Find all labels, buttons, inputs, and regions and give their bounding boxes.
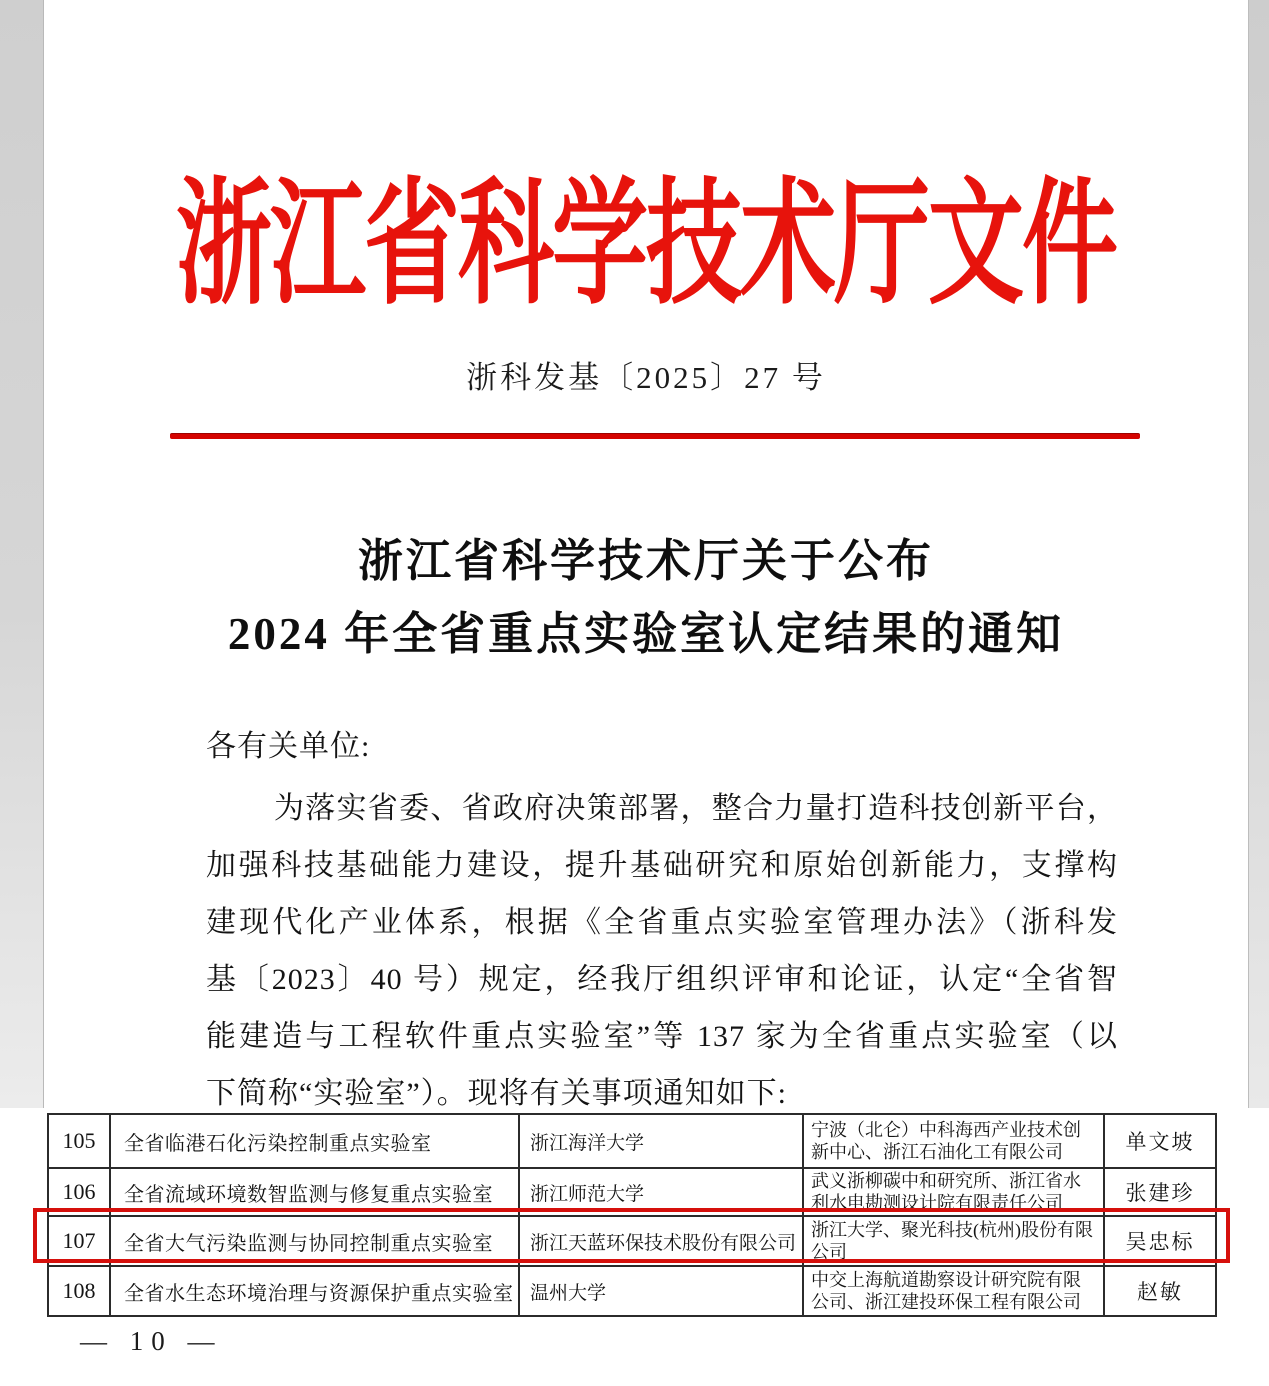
cell-number: 108	[48, 1266, 110, 1316]
agency-letterhead-title: 浙江省科学技术厅文件	[176, 168, 1116, 321]
table-row-108	[48, 1266, 1216, 1316]
cell-partners: 浙江大学、聚光科技(杭州)股份有限公司	[803, 1216, 1104, 1266]
document-number: 浙科发基〔2025〕27 号	[466, 360, 826, 395]
cell-partners: 宁波（北仑）中科海西产业技术创新中心、浙江石油化工有限公司	[803, 1114, 1104, 1168]
table-row-105	[48, 1114, 1216, 1168]
cell-institution: 浙江天蓝环保技术股份有限公司	[519, 1216, 803, 1266]
cell-director: 张建珍	[1104, 1168, 1216, 1216]
table-row-106	[48, 1168, 1216, 1216]
cell-director: 吴忠标	[1104, 1216, 1216, 1266]
body-line: 基〔2023〕40 号）规定，经我厅组织评审和论证，认定“全省智	[206, 963, 1118, 996]
viewer-margin-left	[0, 0, 44, 1108]
cell-partners: 武义浙柳碳中和研究所、浙江省水利水电勘测设计院有限责任公司	[803, 1168, 1104, 1216]
viewer-margin-right	[1248, 0, 1269, 1108]
cell-institution: 浙江师范大学	[519, 1168, 803, 1216]
body-line: 加强科技基础能力建设，提升基础研究和原始创新能力，支撑构	[206, 849, 1118, 882]
cell-director: 赵敏	[1104, 1266, 1216, 1316]
body-paragraph	[206, 783, 1118, 1125]
cell-lab-name: 全省流域环境数智监测与修复重点实验室	[110, 1168, 519, 1216]
table-row-107-highlighted	[48, 1216, 1216, 1266]
salutation: 各有关单位:	[206, 730, 371, 763]
notice-title-line-2: 2024 年全省重点实验室认定结果的通知	[227, 609, 1065, 659]
body-line: 下简称“实验室”）。现将有关事项通知如下:	[206, 1077, 787, 1110]
body-line: 能建造与工程软件重点实验室”等 137 家为全省重点实验室（以	[206, 1020, 1118, 1053]
cell-lab-name: 全省水生态环境治理与资源保护重点实验室	[110, 1266, 519, 1316]
cell-lab-name: 全省大气污染监测与协同控制重点实验室	[110, 1216, 519, 1266]
body-line: 建现代化产业体系，根据《全省重点实验室管理办法》（浙科发	[206, 906, 1118, 939]
cell-lab-name: 全省临港石化污染控制重点实验室	[110, 1114, 519, 1168]
document-content	[44, 0, 1248, 1108]
cell-director: 单文坡	[1104, 1114, 1216, 1168]
letterhead-divider-rule	[170, 433, 1140, 439]
cell-institution: 浙江海洋大学	[519, 1114, 803, 1168]
cell-institution: 温州大学	[519, 1266, 803, 1316]
cell-partners: 中交上海航道勘察设计研究院有限公司、浙江建投环保工程有限公司	[803, 1266, 1104, 1316]
cell-number: 106	[48, 1168, 110, 1216]
laboratory-results-table	[47, 1113, 1217, 1317]
cell-number: 105	[48, 1114, 110, 1168]
page-number: — 10 —	[80, 1326, 223, 1356]
notice-title-line-1: 浙江省科学技术厅关于公布	[357, 536, 934, 586]
body-line: 为落实省委、省政府决策部署，整合力量打造科技创新平台，	[274, 792, 1118, 825]
cell-number: 107	[48, 1216, 110, 1266]
